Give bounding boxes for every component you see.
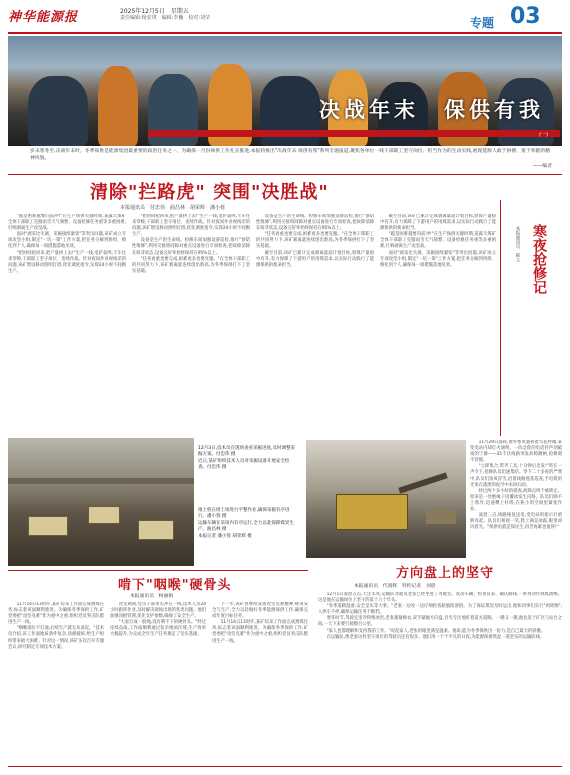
article-3-headline: 啃下"咽喉"硬骨头 [118, 578, 232, 593]
masthead: 神华能源报 [8, 10, 79, 25]
article-3-divider [8, 570, 308, 571]
photo-1-caption: 12月3日,技术员在现场查看采掘进度,及时调整采掘方案。付忠伟 摄 近日,某矿组织技术人员对采掘设备开展安全检查。付忠伟 摄 [198, 446, 295, 471]
paragraph: "大家拧成一股绳,没有啃不下的硬骨头。"经过连续奋战,工作面顺利通过复杂地质区域,生产效率大幅提升,为完成全年生产任务奠定了坚实基础。 [110, 620, 206, 638]
article-1-column-4 [380, 214, 496, 436]
article-1-byline: 本报通讯员 付忠伟 曲昌林 胡荣辉 潘小蓉 [120, 205, 226, 211]
paragraph: 设备是生产的生命线。检修车间加强设备巡检,推行"预防性维修",利用交接班间隙对重点设备进行专项检查,把故障消除在萌芽状态,设备完好率始终保持在95%以上。 [256, 214, 374, 232]
article-2-body [318, 592, 562, 764]
editor-intro: 岁末寒冬至,决战年末时。冬季保供是能源集团最重要的政治任务之一。为确保一月份保供工作扎实推进,本报特推出"决战年末 保供有我"系列专题报道,聚焦各单位一线干部职工坚守岗位、担当作为的生动实践,展现能源人敢于拼搏、勇于奉献的精神风貌。 [30, 149, 550, 162]
paragraph: 面对"剥采比失调、采掘接续紧张"等突出问题,该矿成立专项攻坚小组,制定"一坑一策"工作方案,把任务分解到班组、细化到个人,确保每一项措施落地见效。 [8, 232, 126, 250]
intro-signoff: ——编者 [532, 164, 552, 169]
editor-credits: 责任编辑:杨安琪 编辑:李巍 校对:刘莹 [120, 15, 211, 21]
paragraph: 经过两个多小时的排查,故障点终于被锁定。原来是一处绝缘子因覆冰发生闪络。队员们顾不上寒冷,迅速攀上杆塔,在狭小的空间里紧张作业。 [470, 488, 562, 513]
sidebar-headline: 寒夜抢修记 [531, 224, 547, 294]
footer-divider [8, 766, 562, 767]
banner-image [8, 36, 562, 146]
paragraph: 11月14日13时许,某矿综采工作面完成割煤任务,标志着该面顺利推进。为确保冬季保供工作,矿党委把"攻坚克难"作为重中之重,组织党员突击队挺进生产一线。 [8, 602, 104, 626]
paragraph: 面对"剥采比失调、采掘接续紧张"等突出问题,该矿成立专项攻坚小组,制定"一坑一策"工作方案,把任务分解到班组、细化到个人,确保每一项措施落地见效。 [380, 250, 496, 268]
series-badge: (一) [539, 132, 548, 138]
paragraph: "咽喉部位不打通,后续生产就无从谈起。"技术员介绍,该工作面地质条件复杂,顶板破碎,给生产组织带来极大困难。针对这一情况,该矿多次召开专题会议,研究制定专项技术方案。 [8, 626, 104, 650]
article-3-column-2 [110, 602, 206, 764]
article-1-headline: 清除"拦路虎" 突围"决胜战" [90, 182, 329, 203]
paragraph: 设备是生产的生命线。检修车间加强设备巡检,推行"预防性维修",利用交接班间隙对重点设备进行专项检查,把故障消除在萌芽状态,设备完好率始终保持在95%以上。 [132, 238, 250, 256]
paragraph: "把时间抢回来,把产量拼上去!"生产一线,电铲轰鸣,卡车往来穿梭,干部职工坚守岗位、连续作战。针对夜间作业视线差的问题,该矿增设移动照明灯塔,优化调度指令,实现24小时不间断生产。 [8, 250, 126, 274]
paragraph: 11月29日深夜,窗外寒风裹挟着雪花呼啸,某变电站内却灯火通明。一阵急促的电话铃声划破夜的宁静——35千伏线路突发故障跳闸,抢修刻不容缓。 [470, 440, 562, 464]
article-3-column-1 [8, 602, 104, 764]
article-1-column-3 [256, 214, 374, 436]
paragraph: "把时间抢回来,把产量拼上去!"生产一线,电铲轰鸣,卡车往来穿梭,干部职工坚守岗位、连续作战。针对夜间作业视线差的问题,该矿增设移动照明灯塔,优化调度指令,实现24小时不间断生产。 [132, 214, 250, 238]
article-2-headline: 方向盘上的坚守 [396, 566, 495, 581]
paragraph: "任务再重也要完成,困难再多也要克服。"在全体干部职工的共同努力下,该矿剥离量连续创出新高,为冬季保供打下了坚实基础。 [132, 256, 250, 274]
paragraph: "任务再重也要完成,困难再多也要克服。"在全体干部职工的共同努力下,该矿剥离量连续创出新高,为冬季保供打下了坚实基础。 [256, 232, 374, 250]
issue-date: 2025年12月5日 星期五 [120, 8, 189, 15]
paragraph: 截至目前,该矿已累计完成剥离量超计划目标,原煤产量稳中有升,有力保障了下游用户的用煤需求,以实际行动践行了能源保供的使命担当。 [380, 214, 496, 232]
sidebar-byline: 本报通讯员 韩立 [515, 226, 520, 262]
banner-title: 决战年末 保供有我 [319, 98, 544, 122]
paragraph: 截至目前,该矿已累计完成剥离量超计划目标,原煤产量稳中有升,有力保障了下游用户的用煤需求,以实际行动践行了能源保供的使命担当。 [256, 250, 374, 268]
paragraph: 寒冬时节,驾驶室里冷得像冰窖,老张裹紧棉衣,双手紧握方向盘,目光专注地盯着前方道路。一趟又一趟,他往返于矿区与站台之间,一天下来要行驶数百公里。 [318, 616, 562, 628]
paragraph: 下一步,该矿将继续发扬攻坚克难精神,统筹安全与生产,全力以赴做好冬季能源保供工作,确保完成年度目标任务。 [212, 602, 308, 620]
excavation-photo [306, 440, 466, 558]
coal-mine-photo [8, 438, 194, 566]
header-divider [8, 32, 562, 34]
intro-divider [8, 174, 562, 175]
paragraph: 12月1日凌晨五点,天还未亮,运输队驾驶员老张已经坐进了驾驶室。发动车辆、检查仪表、确认路线,一系列动作熟练流畅。这是他在运输岗位上坚守的第十六个年头。 [318, 592, 562, 604]
article-1-column-1 [8, 214, 126, 436]
paragraph: "冬季道路湿滑,安全是头等大事。"老张一边说一边仔细检查轮胎防滑链。为了保证煤炭及时运出,他和同事们实行"两班倒",人停车不停,确保运输任务不断档。 [318, 604, 562, 616]
sidebar-story-body [470, 440, 562, 556]
paragraph: "家人也都理解和支持我的工作。"说起家人,老张的眼里满是温柔。他说,能为冬季保供出一份力,是自己最大的骄傲。 [326, 628, 546, 634]
paragraph: 11月14日13时许,某矿综采工作面完成割煤任务,标志着该面顺利推进。为确保冬季保供工作,矿党委把"攻坚克难"作为重中之重,组织党员突击队挺进生产一线。 [212, 620, 308, 644]
paragraph: 凌晨三点,线路恢复送电,变电站的指示灯重新亮起。队员们相视一笑,脸上满是冰霜,眼里却闪着光。"保供电就是保民生,再苦再累也值得!" [470, 513, 562, 531]
paragraph: "立即集合,带齐工具,十分钟后出发!"班长一声令下,抢修队员迅速集结。零下二十多度的严寒中,队员们顶风冒雪,沿着线路逐基巡查,手电筒的光束在漆黑的夜空中来回扫动。 [470, 464, 562, 488]
paragraph: 攻坚期间,党员干部带头冲在一线,技术人员24小时跟班作业,及时解决现场出现的各类问题。他们加强顶板管理,优化支护参数,确保了安全生产。 [110, 602, 206, 620]
photo-2-caption: 推土机在排土场进行平整作业,确保采掘有序进行。潘小蓉 摄 运输车辆在采场内有序运行,全力以赴保障煤炭生产。曲昌林 摄 本报记者 潘小蓉 胡荣辉 摄 [198, 508, 294, 539]
article-1-column-2 [132, 214, 250, 436]
sidebar-divider [500, 200, 501, 436]
article-2-byline: 本报通讯员 代国辉 特约记者 刘晨 [354, 584, 436, 589]
article-3-column-3 [212, 602, 308, 764]
banner-red-stripe [148, 130, 560, 137]
paragraph: "越是困难越要向前冲!"在生产保供关键时期,某露天煤矿全体干部职工克服雨雪天气频繁、设备检修任务重等多重困难,打响剥离生产攻坚战。 [8, 214, 126, 232]
page-number: 03 [510, 4, 541, 29]
section-label: 专题 [470, 16, 495, 30]
paragraph: 在运输队,像老张这样坚守岗位的驾驶员还有很多。他们用一个个平凡的日夜,为能源保供筑起一道坚实的运输防线。 [326, 634, 545, 640]
article-3-byline: 本报通讯员 杨丽娟 [130, 594, 174, 599]
paragraph: "越是困难越要向前冲!"在生产保供关键时期,某露天煤矿全体干部职工克服雨雪天气频繁、设备检修任务重等多重困难,打响剥离生产攻坚战。 [380, 232, 496, 250]
